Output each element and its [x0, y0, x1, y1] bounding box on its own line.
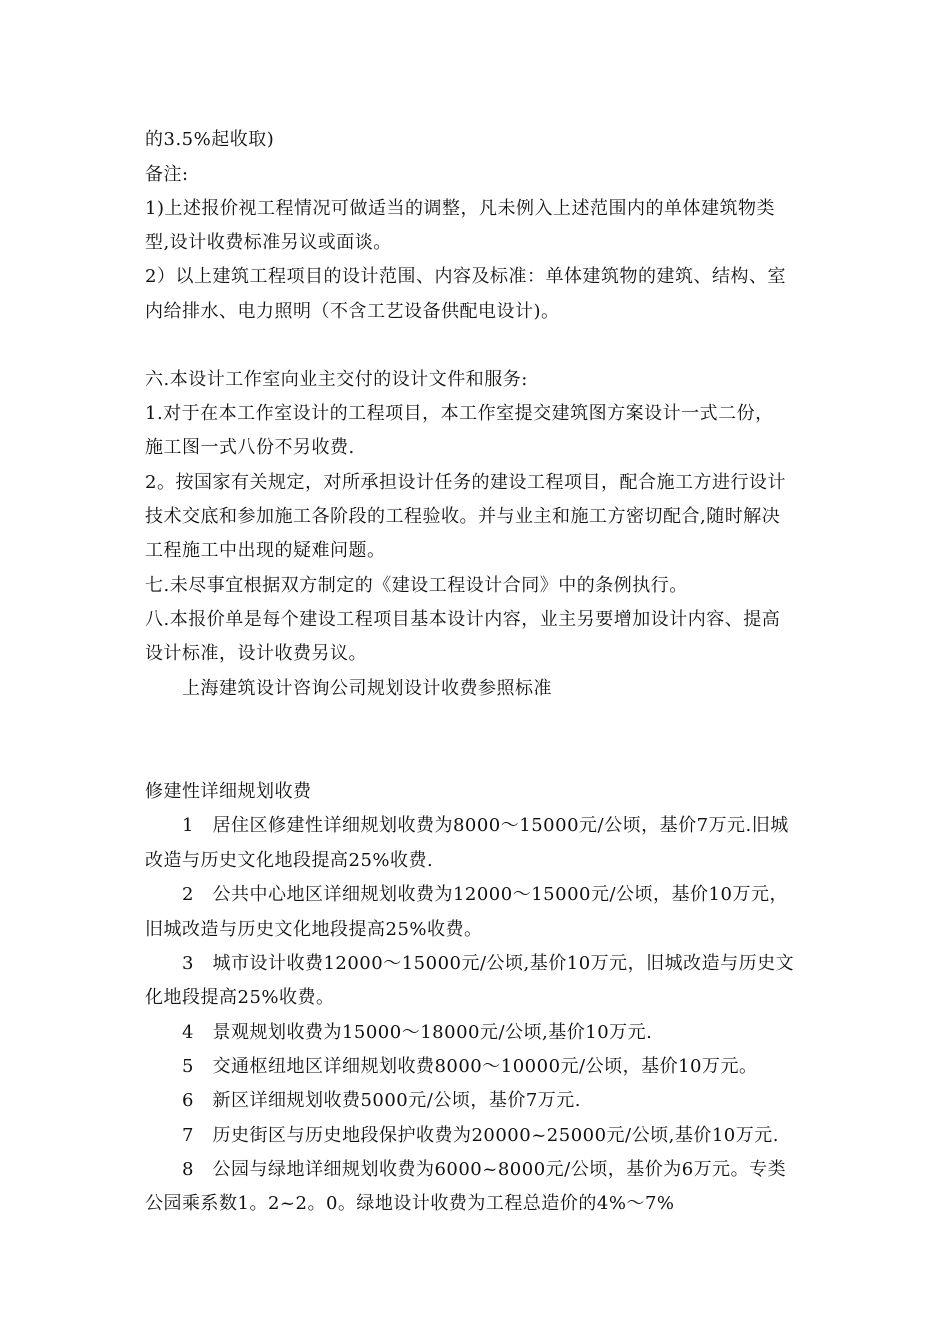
text-line: 设计标准，设计收费另议。 [145, 643, 367, 664]
text-line: 备注: [145, 164, 189, 185]
text-line: 2。按国家有关规定，对所承担设计任务的建设工程项目，配合施工方进行设计 [145, 472, 786, 493]
text-line: 型,设计收费标准另议或面谈。 [145, 232, 392, 253]
text-line: 化地段提高25%收费。 [145, 987, 335, 1008]
text-line: 七.未尽事宜根据双方制定的《建设工程设计合同》中的条例执行。 [145, 575, 688, 596]
section-heading: 修建性详细规划收费 [145, 781, 312, 802]
text-line: 1)上述报价视工程情况可做适当的调整，凡未例入上述范围内的单体建筑物类 [145, 198, 775, 219]
text-line: 7 历史街区与历史地段保护收费为20000~25000元/公顷,基价10万元. [182, 1125, 779, 1146]
text-line: 旧城改造与历史文化地段提高25%收费。 [145, 919, 483, 940]
text-line: 的3.5%起收取) [145, 129, 275, 150]
document-title: 上海建筑设计咨询公司规划设计收费参照标准 [182, 678, 552, 699]
text-line: 八.本报价单是每个建设工程项目基本设计内容，业主另要增加设计内容、提高 [145, 609, 781, 630]
text-line: 8 公园与绿地详细规划收费为6000~8000元/公顷，基价为6万元。专类 [182, 1159, 787, 1180]
text-line: 6 新区详细规划收费5000元/公顷，基价7万元. [182, 1090, 581, 1111]
text-line: 公园乘系数1。2~2。0。绿地设计收费为工程总造价的4%～7% [145, 1193, 675, 1214]
text-line: 技术交底和参加施工各阶段的工程验收。并与业主和施工方密切配合,随时解决 [145, 506, 781, 527]
text-line: 1.对于在本工作室设计的工程项目，本工作室提交建筑图方案设计一式二份， [145, 403, 774, 424]
text-line: 1 居住区修建性详细规划收费为8000～15000元/公顷，基价7万元.旧城 [182, 815, 789, 836]
text-line: 2）以上建筑工程项目的设计范围、内容及标准：单体建筑物的建筑、结构、室 [145, 266, 786, 287]
text-line: 内给排水、电力照明（不含工艺设备供配电设计)。 [145, 301, 560, 322]
text-line: 工程施工中出现的疑难问题。 [145, 540, 386, 561]
text-line: 施工图一式八份不另收费. [145, 437, 355, 458]
text-line: 5 交通枢纽地区详细规划收费8000～10000元/公顷，基价10万元。 [182, 1056, 758, 1077]
section-heading: 六.本设计工作室向业主交付的设计文件和服务: [145, 369, 528, 390]
text-line: 2 公共中心地区详细规划收费为12000～15000元/公顷，基价10万元， [182, 884, 788, 905]
text-line: 改造与历史文化地段提高25%收费. [145, 850, 434, 871]
text-line: 3 城市设计收费12000～15000元/公顷,基价10万元，旧城改造与历史文 [182, 953, 795, 974]
text-line: 4 景观规划收费为15000～18000元/公顷,基价10万元. [182, 1022, 653, 1043]
